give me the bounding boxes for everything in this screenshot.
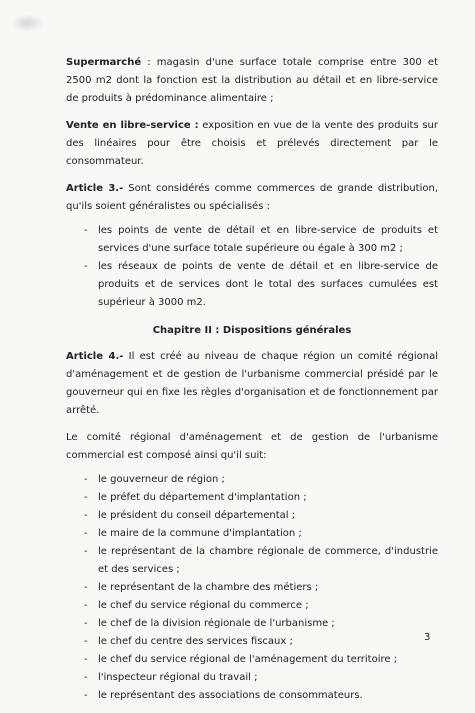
list-item: - le gouverneur de région ;: [66, 471, 438, 489]
composition-intro: Le comité régional d'aménagement et de gestion de l'urbanisme commercial est composé ainsi qu'il suit:: [66, 432, 438, 461]
article-label: Article 4.-: [66, 351, 124, 362]
document-body: [66, 54, 438, 713]
definition-libre-service: [66, 117, 438, 171]
definition-term: Vente en libre-service :: [66, 120, 199, 131]
list-item: - le chef du service régional du commerce ;: [66, 597, 438, 615]
list-item: - les réseaux de points de vente de détail et en libre-service de produits et de services dont le total des surfaces cumulées est supérieur à 3000 m2.: [66, 258, 438, 312]
list-item: - le maire de la commune d'implantation ;: [66, 525, 438, 543]
list-item: - le représentant de la chambre régionale de commerce, d'industrie et des services ;: [66, 543, 438, 579]
definition-text: : magasin d'une surface totale comprise entre 300 et 2500 m2 dont la fonction est la distribution au détail et en libre-service de produits à prédominance alimentaire ;: [66, 57, 438, 104]
list-item: - le représentant de la chambre des métiers ;: [66, 579, 438, 597]
page-number: 3: [424, 632, 431, 643]
article-text: Il est créé au niveau de chaque région un comité régional d'aménagement et de gestion de l'urbanisme commercial présidé par le gouverneur qui en fixe les règles d'organisation et de fonctionnement par arrêté.: [66, 351, 439, 416]
definition-supermarche: [66, 54, 438, 108]
article-3-list: [66, 222, 438, 312]
committee-members-list: [66, 471, 438, 705]
list-item: - le chef de la division régionale de l'urbanisme ;: [66, 615, 438, 633]
list-item: - le préfet du département d'implantation ;: [66, 489, 438, 507]
list-item: - le chef du service régional de l'aménagement du territoire ;: [66, 651, 438, 669]
scan-smudge: [10, 14, 44, 32]
article-4: [66, 348, 438, 420]
article-3: [66, 180, 438, 216]
chapter-heading: Chapitre II : Dispositions générales: [152, 325, 352, 336]
list-item: - le chef du centre des services fiscaux ;: [66, 633, 438, 651]
list-item: - le président du conseil départemental ;: [66, 507, 438, 525]
list-item: - les points de vente de détail et en libre-service de produits et services d'une surface totale supérieure ou égale à 300 m2 ;: [66, 222, 438, 258]
definition-text: exposition en vue de la vente des produits sur des linéaires pour être choisis et prélevés directement par le consommateur.: [66, 120, 438, 167]
list-item: - le représentant des associations de consommateurs.: [66, 687, 438, 705]
article-text: Sont considérés comme commerces de grande distribution, qu'ils soient généralistes ou spécialisés :: [66, 183, 438, 212]
article-label: Article 3.-: [66, 183, 124, 194]
list-item: - l'inspecteur régional du travail ;: [66, 669, 438, 687]
definition-term: Supermarché: [66, 57, 142, 68]
